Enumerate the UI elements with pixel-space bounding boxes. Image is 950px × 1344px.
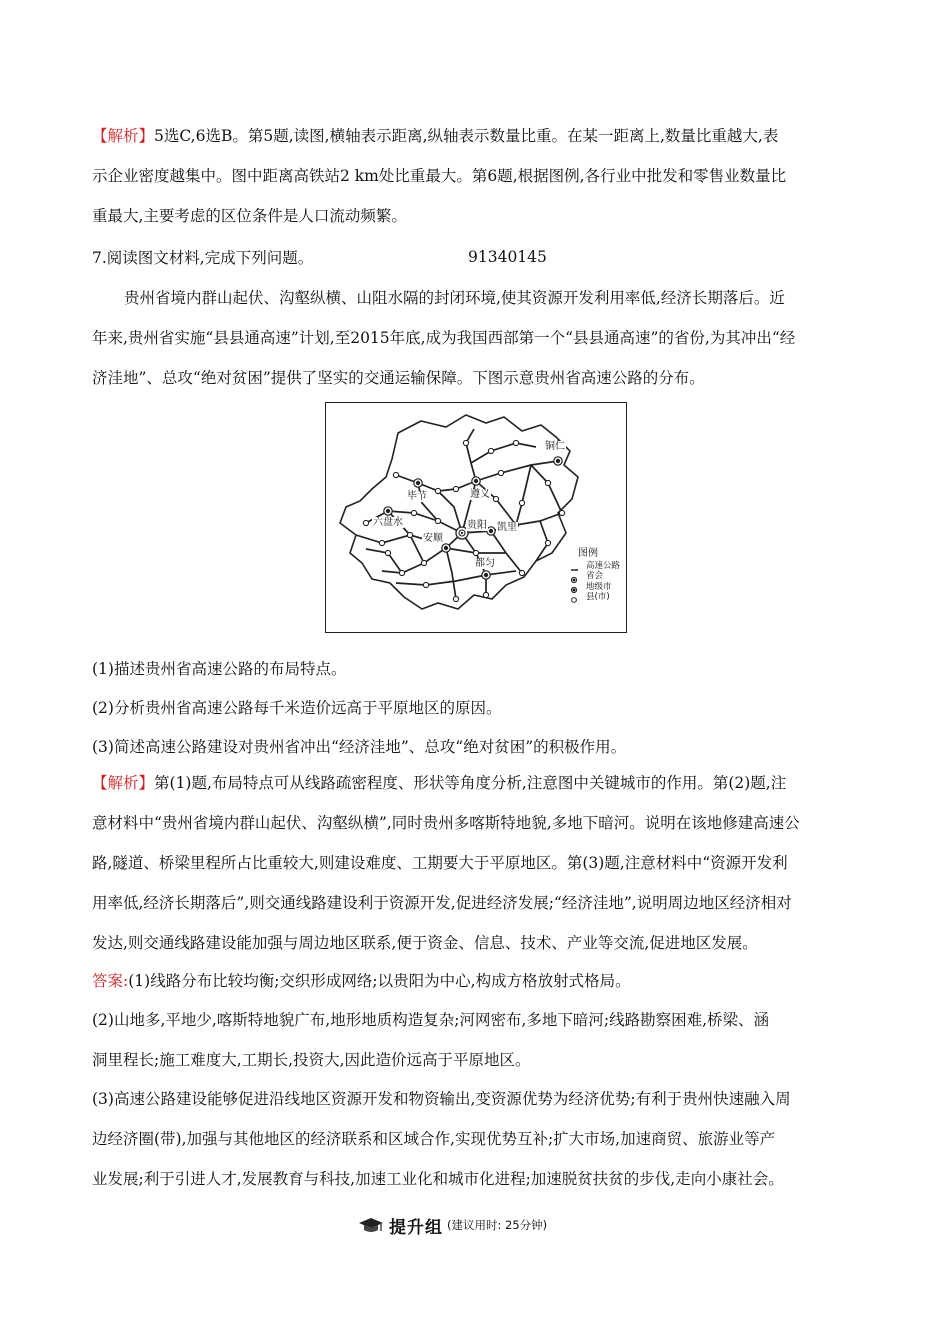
- legend-capital: 省会: [586, 571, 604, 581]
- material-line-3: 济洼地”、总攻“绝对贫困”提供了坚实的交通运输保障。下图示意贵州省高速公路的分布。: [92, 369, 705, 387]
- section-time-note: (建议用时: 25分钟): [447, 1218, 548, 1232]
- sub-question-3: (3)简述高速公路建设对贵州省冲出“经济洼地”、总攻“绝对贫困”的积极作用。: [92, 738, 627, 756]
- city-label-zunyi: 遵义: [470, 489, 490, 500]
- analysis2-tag: 【解析】: [92, 774, 155, 792]
- city-label-kaili: 凯里: [497, 522, 517, 533]
- analysis-line-1: 【解析】5选C,6选B。第5题,读图,横轴表示距离,纵轴表示数量比重。在某一距离上,数量比重越大,表: [92, 127, 779, 145]
- answer-2-line-1: (2)山地多,平地少,喀斯特地貌广布,地形地质构造复杂;河网密布,多地下暗河;线路勘察困难,桥梁、涵: [92, 1011, 770, 1029]
- question-7-title: 7.阅读图文材料,完成下列问题。: [92, 249, 314, 267]
- section-heading: [357, 1212, 547, 1238]
- city-label-liupanshui: 六盘水: [373, 517, 403, 528]
- sub-question-1: (1)描述贵州省高速公路的布局特点。: [92, 660, 347, 678]
- sub-question-2: (2)分析贵州省高速公路每千米造价远高于平原地区的原因。: [92, 699, 502, 717]
- answer-3-line-3: 业发展;利于引进人才,发展教育与科技,加速工业化和城市化进程;加速脱贫扶贫的步伐,走向小康社会。: [92, 1170, 784, 1188]
- analysis2-line-5: 发达,则交通线路建设能加强与周边地区联系,便于资金、信息、技术、产业等交流,促进地区发展。: [92, 934, 758, 952]
- question-code: 91340145: [468, 248, 547, 266]
- city-label-guiyang: 贵阳: [467, 520, 487, 531]
- section-title: 提升组: [389, 1217, 443, 1238]
- legend-symbols: [571, 570, 578, 602]
- guizhou-highway-map: [325, 402, 627, 633]
- answer-2-line-2: 洞里程长;施工难度大,工期长,投资大,因此造价远高于平原地区。: [92, 1051, 531, 1069]
- city-label-duyun: 都匀: [475, 558, 495, 569]
- city-label-tongren: 铜仁: [545, 441, 565, 452]
- analysis2-line-3: 路,隧道、桥梁里程所占比重较大,则建设难度、工期要大于平原地区。第(3)题,注意材料中“资源开发利: [92, 854, 788, 872]
- map-legend: [578, 549, 624, 603]
- analysis2-line-2: 意材料中“贵州省境内群山起伏、沟壑纵横”,同时贵州多喀斯特地貌,多地下暗河。说明在该地修建高速公: [92, 814, 800, 832]
- legend-title: 图例: [578, 548, 598, 559]
- material-line-1: 贵州省境内群山起伏、沟壑纵横、山阻水隔的封闭环境,使其资源开发利用率低,经济长期落后。近: [124, 289, 785, 307]
- city-label-bijie: 毕节: [407, 491, 427, 502]
- analysis-line-2: 示企业密度越集中。图中距离高铁站2 km处比重最大。第6题,根据图例,各行业中批发和零售业数量比: [92, 167, 787, 185]
- answer-3-line-2: 边经济圈(带),加强与其他地区的经济联系和区域合作,实现优势互补;扩大市场,加速商贸、旅游业等产: [92, 1130, 776, 1148]
- answer-line-1: 答案:(1)线路分布比较均衡;交织形成网络;以贵阳为中心,构成方格放射式格局。: [92, 972, 631, 990]
- legend-prefecture: 地级市: [586, 581, 612, 592]
- analysis-tag: 【解析】: [92, 127, 155, 145]
- answer-tag: 答案:: [92, 972, 129, 990]
- analysis2-line-1: 【解析】第(1)题,布局特点可从线路疏密程度、形状等角度分析,注意图中关键城市的作用。第(2)题,注: [92, 774, 787, 792]
- city-label-anshun: 安顺: [423, 533, 443, 544]
- legend-county: 县(市): [586, 592, 610, 602]
- analysis2-line-4: 用率低,经济长期落后”,则交通线路建设利于资源开发,促进经济发展;“经济洼地”,说明周边地区经济相对: [92, 894, 792, 912]
- answer-3-line-1: (3)高速公路建设能够促进沿线地区资源开发和物资输出,变资源优势为经济优势;有利于贵州快速融入周: [92, 1090, 791, 1108]
- analysis-line-3: 重最大,主要考虑的区位条件是人口流动频繁。: [92, 207, 407, 225]
- material-line-2: 年来,贵州省实施“县县通高速”计划,至2015年底,成为我国西部第一个“县县通高速”的省份,为其冲出“经: [92, 329, 796, 347]
- legend-highway: 高速公路: [586, 560, 621, 571]
- graduation-cap-icon: [357, 1216, 385, 1234]
